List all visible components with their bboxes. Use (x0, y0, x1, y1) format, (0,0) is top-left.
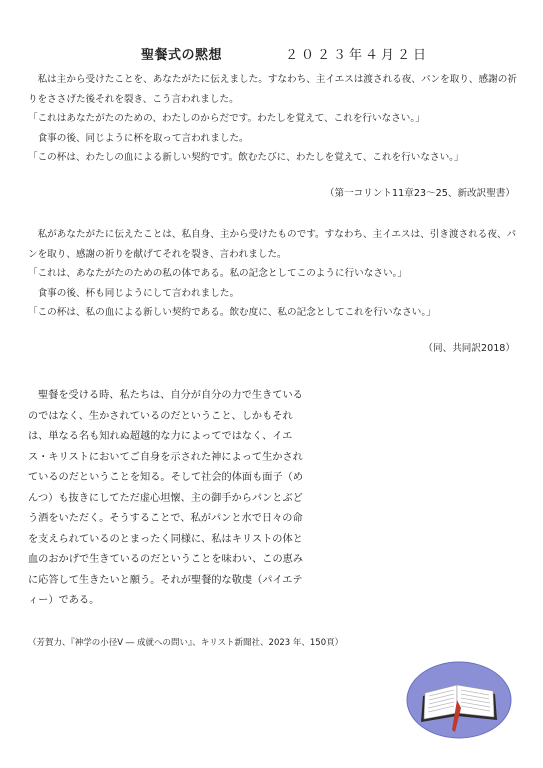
reflection-paragraph: 聖餐を受ける時、私たちは、自分が自分の力で生きているのではなく、生かされているのだということ、しかもそれは、単なる名も知れぬ超越的な力によってではなく、イエス・キリストにおいてご自身を示された神によって生かされているのだということを知る。そして社会的体面も面子（めんつ）も抜きにしてただ虚心坦懐、主の御手からパンとぶどう酒をいただく。そうすることで、私がパンと水で日々の命を支えられているのとまったく同様に、私はキリストの体と血のおかげで生きているのだということを味わい、この恵みに応答して生きたいと願う。それが聖餐的な敬虔（パイエティー）である。 (28, 390, 304, 606)
scripture-passage-1 (28, 70, 520, 168)
passage-line: 私があなたがたに伝えたことは、私自身、主から受けたものです。すなわち、主イエスは、引き渡される夜、パンを取り、感謝の祈りを献げてそれを裂き、言われました。 (28, 229, 517, 260)
passage-line: 食事の後、杯も同じようにして言われました。 (37, 287, 240, 299)
passage-1-citation: （第一コリント11章23～25、新改訳聖書） (324, 188, 515, 199)
page-date: ２０２３年４月２日 (285, 48, 430, 63)
passage-line: 「これは、あなたがたのための私の体である。私の記念としてこのように行いなさい。」 (28, 268, 407, 279)
passage-line: 「この杯は、わたしの血による新しい契約です。飲むたびに、わたしを覚えて、これを行いなさい。」 (28, 152, 464, 163)
scripture-passage-2 (28, 225, 520, 323)
passage-2-citation: （同、共同訳2018） (423, 343, 515, 354)
source-citation: （芳賀力、『神学の小径Ⅴ ― 成就への問い』、キリスト新聞社、2023 年、150頁） (28, 638, 344, 648)
open-bible-icon (405, 660, 513, 744)
page-title: 聖餐式の黙想 (141, 48, 223, 63)
passage-line: 私は主から受けたことを、あなたがたに伝えました。すなわち、主イエスは渡される夜、パンを取り、感謝の祈りをささげた後それを裂き、こう言われました。 (28, 74, 517, 105)
passage-line: 「この杯は、私の血による新しい契約である。飲む度に、私の記念としてこれを行いなさい。」 (28, 307, 436, 318)
passage-line: 食事の後、同じように杯を取って言われました。 (37, 132, 249, 144)
passage-line: 「これはあなたがたのための、わたしのからだです。わたしを覚えて、これを行いなさい。」 (28, 113, 425, 124)
